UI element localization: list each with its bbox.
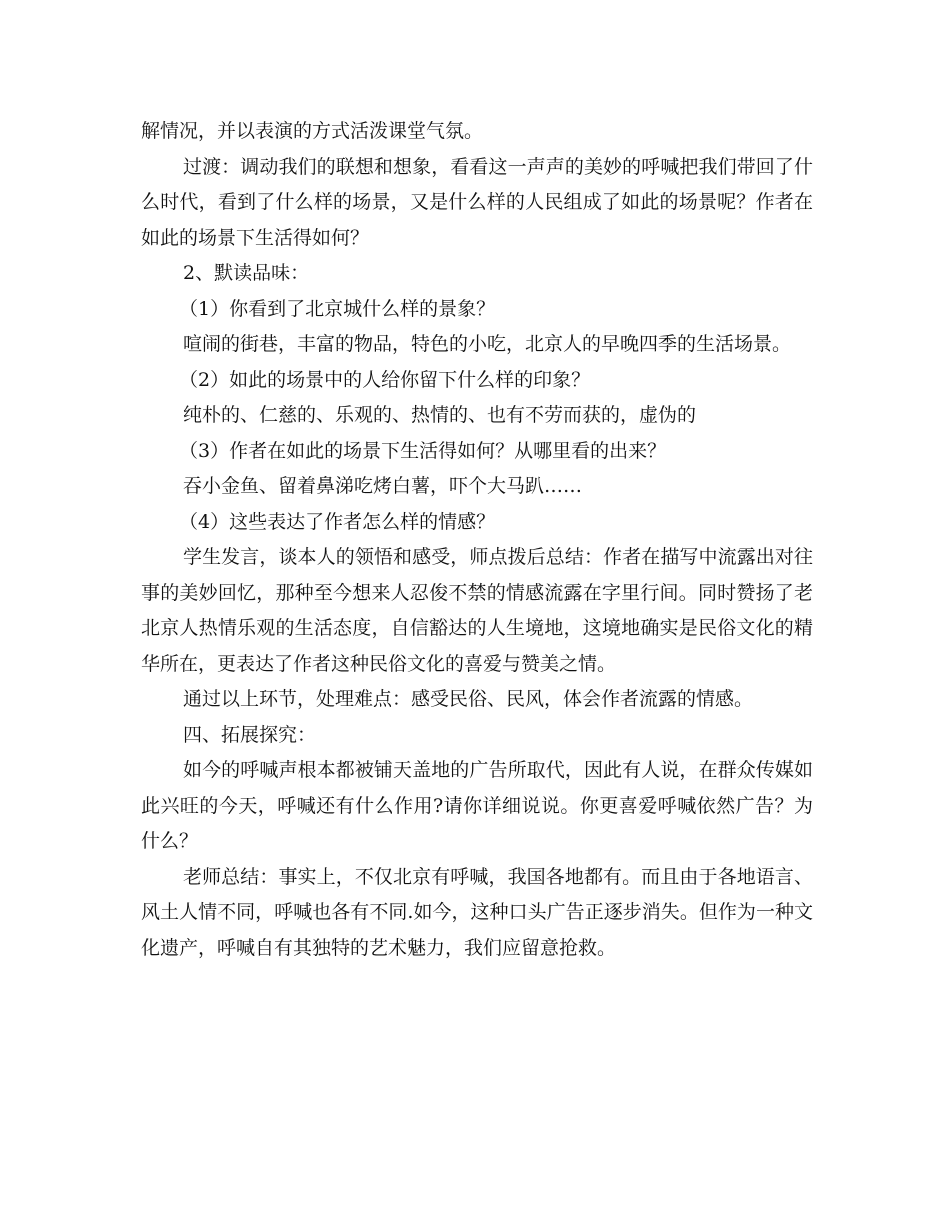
question-4: （4）这些表达了作者怎么样的情感？ <box>179 510 496 533</box>
paragraph-difficulty-resolution: 通过以上环节，处理难点：感受民俗、民风，体会作者流露的情感。 <box>183 688 754 710</box>
question-3: （3）作者在如此的场景下生活得如何？从哪里看的出来？ <box>179 439 667 462</box>
answer-4-summary: 学生发言，谈本人的领悟和感受，师点拨后总结：作者在描写中流露出对往事的美妙回忆，那种至今想来人忍俊不禁的情感流露在字里行间。同时赞扬了老北京人热情乐观的生活态度，自信豁达的人生境地，这境地确实是民俗文化的精华所在，更表达了作者这种民俗文化的喜爱与赞美之情。 <box>141 546 813 675</box>
paragraph-extension-question: 如今的呼喊声根本都被铺天盖地的广告所取代，因此有人说，在群众传媒如此兴旺的今天，呼喊还有什么作用?请你详细说说。你更喜爱呼喊依然广告？为什么？ <box>141 759 813 852</box>
document-body <box>141 114 813 966</box>
section-heading-silent-reading: 2、默读品味： <box>183 262 310 284</box>
answer-1: 喧闹的街巷，丰富的物品，特色的小吃，北京人的早晚四季的生活场景。 <box>183 333 792 355</box>
answer-2: 纯朴的、仁慈的、乐观的、热情的、也有不劳而获的，虚伪的 <box>183 404 697 426</box>
answer-3: 吞小金鱼、留着鼻涕吃烤白薯，吓个大马趴…… <box>183 475 583 497</box>
question-2: （2）如此的场景中的人给你留下什么样的印象？ <box>179 368 591 391</box>
paragraph-intro-continuation: 解情况，并以表演的方式活泼课堂气氛。 <box>141 120 484 142</box>
paragraph-teacher-summary: 老师总结：事实上，不仅北京有呼喊，我国各地都有。而且由于各地语言、风土人情不同，呼喊也各有不同.如今，这种口头广告正逐步消失。但作为一种文化遗产，呼喊自有其独特的艺术魅力，我们应留意抢救。 <box>141 865 813 959</box>
section-heading-extension: 四、拓展探究： <box>183 723 317 746</box>
paragraph-transition: 过渡：调动我们的联想和想象，看看这一声声的美妙的呼喊把我们带回了什么时代，看到了什么样的场景，又是什么样的人民组成了如此的场景呢？作者在如此的场景下生活得如何？ <box>141 155 813 249</box>
question-1: （1）你看到了北京城什么样的景象？ <box>179 297 496 320</box>
